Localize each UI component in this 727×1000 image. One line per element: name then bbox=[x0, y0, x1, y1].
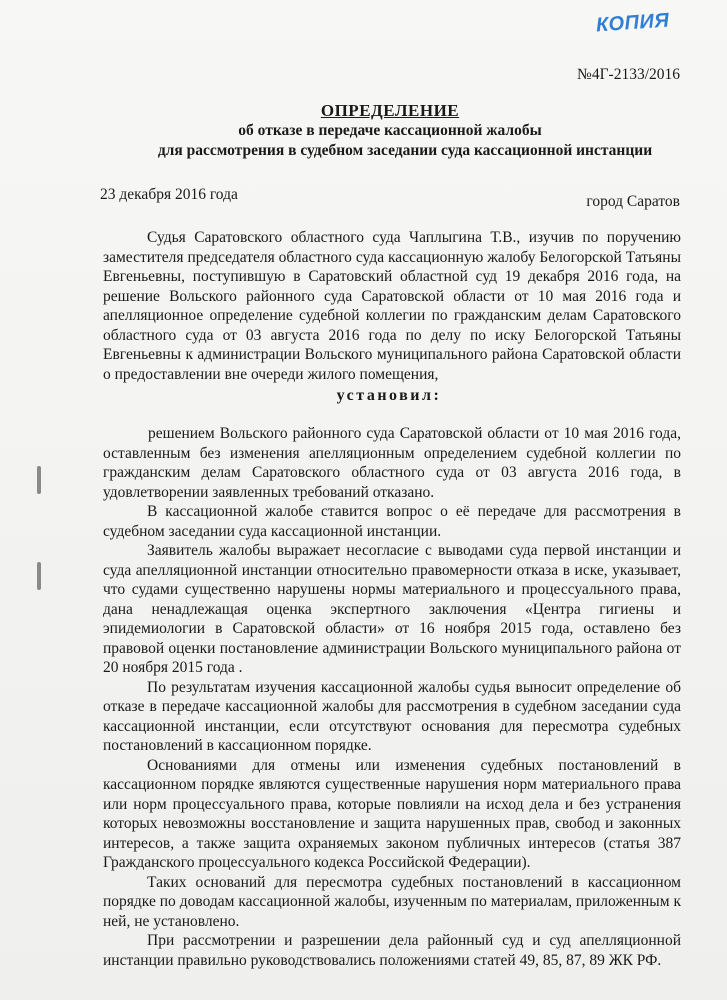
paragraph-2: В кассационной жалобе ставится вопрос о её передаче для рассмотрения в судебном заседании суда кассационной инстанции. bbox=[103, 503, 681, 540]
case-number: №4Г-2133/2016 bbox=[577, 66, 680, 83]
document-city: город Саратов bbox=[586, 193, 680, 210]
paragraph-4: По результатам изучения кассационной жалобы судья выносит определение об отказе в передаче кассационной жалобы для рассмотрения в судебном заседании суда кассационной инстанции, если отсутствуют основания для пересмотра судебных постановлений в кассационном порядке. bbox=[103, 678, 681, 754]
staple-mark-bottom bbox=[37, 562, 41, 590]
title-line-2: для рассмотрения в судебном заседании суда кассационной инстанции bbox=[157, 142, 653, 159]
paragraph-7: При рассмотрении и разрешении дела районный суд и суд апелляционной инстанции правильно руководствовались положениями статей 49, 85, 87, 89 ЖК РФ. bbox=[103, 932, 681, 969]
title-line-1: об отказе в передаче кассационной жалобы bbox=[238, 122, 542, 139]
intro-paragraph: Судья Саратовского областного суда Чаплыгина Т.В., изучив по поручению заместителя председателя областного суда кассационную жалобу Белогорской Татьяны Евгеньевны, поступившую в Саратовский областной суд 19 декабря 2016 года, на решение Вольского районного суда Саратовской области от 10 мая 2016 года и апелляционное определение судебной коллегии по гражданским делам Саратовского областного суда от 03 августа 2016 года по делу по иску Белогорской Татьяны Евгеньевны к администрации Вольского муниципального района Саратовской области о предоставлении вне очереди жилого помещения, bbox=[103, 229, 681, 383]
paragraph-5: Основаниями для отмены или изменения судебных постановлений в кассационном порядке являются существенные нарушения норм материального права или норм процессуального права, которые повлияли на исход дела и без устранения которых невозможны восстановление и защита нарушенных прав, свобод и законных интересов, а также защита охраняемых законом публичных интересов (статья 387 Гражданского процессуального кодекса Российской Федерации). bbox=[103, 756, 681, 871]
title-main: ОПРЕДЕЛЕНИЕ bbox=[320, 101, 460, 120]
paragraph-6: Таких оснований для пересмотра судебных постановлений в кассационном порядке по доводам кассационной жалобы, изученным по материалам, приложенным к ней, не установлено. bbox=[103, 873, 681, 930]
paragraph-1: решением Вольского районного суда Саратовской области от 10 мая 2016 года, оставленным без изменения апелляционным определением судебной коллегии по гражданским делам Саратовского областного суда от 03 августа 2016 года, в удовлетворении заявленных требований отказано. bbox=[103, 425, 681, 501]
main-section bbox=[103, 424, 681, 970]
intro-section bbox=[103, 228, 681, 384]
document-title bbox=[100, 100, 680, 161]
document-date: 23 декабря 2016 года bbox=[100, 186, 238, 203]
staple-mark-top bbox=[37, 466, 41, 494]
ustanovil-heading: установил: bbox=[336, 387, 442, 404]
copy-stamp: КОПИЯ bbox=[595, 9, 671, 37]
paragraph-3: Заявитель жалобы выражает несогласие с выводами суда первой инстанции и суда апелляционной инстанции относительно правомерности отказа в иске, указывает, что судами существенно нарушены нормы материального и процессуального права, дана ненадлежащая оценка экспертного заключения «Центра гигиены и эпидемиологии в Саратовской области» от 16 ноября 2015 года, оставлено без правовой оценки постановление администрации Вольского муниципального района от 20 ноября 2015 года . bbox=[103, 542, 681, 676]
